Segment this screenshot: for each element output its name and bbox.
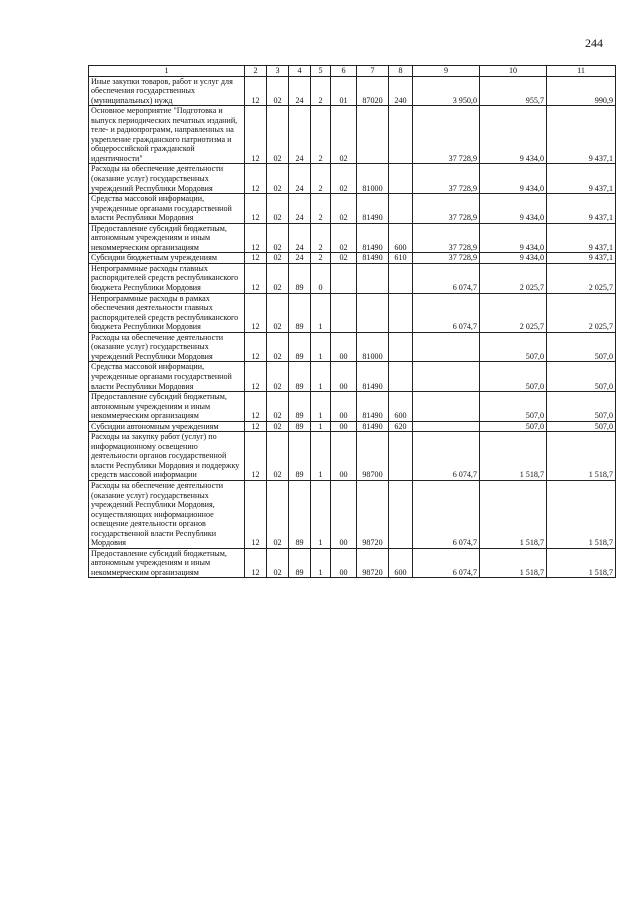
cell-col-2: 12 xyxy=(245,164,267,194)
row-name: Средства массовой информации, учрежденные органами государственной власти Республики Мордовия xyxy=(89,194,245,224)
cell-col-6: 00 xyxy=(331,392,357,422)
cell-col-6: 00 xyxy=(331,332,357,362)
cell-col-4: 89 xyxy=(289,293,311,332)
cell-col-5: 1 xyxy=(311,548,331,578)
cell-col-10: 507,0 xyxy=(480,392,547,422)
row-name: Расходы на обеспечение деятельности (оказание услуг) государственных учреждений Республики Мордовия, осуществляющих информационное освещение деятельности органов государственной власти Республики Мордовия xyxy=(89,480,245,548)
cell-col-10: 9 434,0 xyxy=(480,253,547,264)
page-number: 244 xyxy=(585,36,603,50)
cell-col-4: 24 xyxy=(289,164,311,194)
cell-col-3: 02 xyxy=(267,164,289,194)
cell-col-11: 2 025,7 xyxy=(547,263,616,293)
cell-col-5: 1 xyxy=(311,432,331,481)
cell-col-8: 600 xyxy=(389,548,413,578)
cell-col-4: 89 xyxy=(289,332,311,362)
column-header: 5 xyxy=(311,66,331,77)
cell-col-2: 12 xyxy=(245,332,267,362)
cell-col-8: 240 xyxy=(389,76,413,106)
row-name: Предоставление субсидий бюджетным, автономным учреждениям и иным некоммерческим организациям xyxy=(89,223,245,253)
cell-col-8 xyxy=(389,362,413,392)
cell-col-6: 02 xyxy=(331,164,357,194)
column-header: 4 xyxy=(289,66,311,77)
cell-col-4: 89 xyxy=(289,480,311,548)
cell-col-3: 02 xyxy=(267,362,289,392)
cell-col-5: 1 xyxy=(311,392,331,422)
cell-col-9: 37 728,9 xyxy=(413,194,480,224)
cell-col-8 xyxy=(389,194,413,224)
cell-col-3: 02 xyxy=(267,480,289,548)
column-header: 3 xyxy=(267,66,289,77)
table-row xyxy=(89,362,616,392)
cell-col-4: 89 xyxy=(289,548,311,578)
cell-col-2: 12 xyxy=(245,362,267,392)
cell-col-9 xyxy=(413,332,480,362)
cell-col-11: 507,0 xyxy=(547,421,616,432)
cell-col-8: 600 xyxy=(389,223,413,253)
table-row xyxy=(89,263,616,293)
row-name: Иные закупки товаров, работ и услуг для обеспечения государственных (муниципальных) нужд xyxy=(89,76,245,106)
cell-col-6: 00 xyxy=(331,480,357,548)
cell-col-7: 81490 xyxy=(357,253,389,264)
column-header: 9 xyxy=(413,66,480,77)
cell-col-11: 1 518,7 xyxy=(547,432,616,481)
table-row xyxy=(89,293,616,332)
cell-col-10: 9 434,0 xyxy=(480,164,547,194)
table-row xyxy=(89,223,616,253)
cell-col-3: 02 xyxy=(267,253,289,264)
cell-col-8 xyxy=(389,106,413,164)
table-row xyxy=(89,548,616,578)
cell-col-11: 9 437,1 xyxy=(547,223,616,253)
cell-col-6: 02 xyxy=(331,106,357,164)
cell-col-8 xyxy=(389,293,413,332)
cell-col-7: 81490 xyxy=(357,223,389,253)
table-row xyxy=(89,253,616,264)
cell-col-9: 6 074,7 xyxy=(413,263,480,293)
cell-col-5: 1 xyxy=(311,332,331,362)
cell-col-7: 81490 xyxy=(357,421,389,432)
cell-col-2: 12 xyxy=(245,76,267,106)
cell-col-8 xyxy=(389,263,413,293)
column-header: 1 xyxy=(89,66,245,77)
cell-col-3: 02 xyxy=(267,392,289,422)
cell-col-6 xyxy=(331,293,357,332)
cell-col-10: 507,0 xyxy=(480,362,547,392)
row-name: Предоставление субсидий бюджетным, автономным учреждениям и иным некоммерческим организациям xyxy=(89,392,245,422)
cell-col-8: 610 xyxy=(389,253,413,264)
column-header: 11 xyxy=(547,66,616,77)
row-name: Средства массовой информации, учрежденные органами государственной власти Республики Мордовия xyxy=(89,362,245,392)
column-header: 8 xyxy=(389,66,413,77)
cell-col-5: 2 xyxy=(311,194,331,224)
cell-col-11: 9 437,1 xyxy=(547,253,616,264)
row-name: Субсидии автономным учреждениям xyxy=(89,421,245,432)
cell-col-3: 02 xyxy=(267,548,289,578)
cell-col-6: 00 xyxy=(331,362,357,392)
row-name: Непрограммные расходы главных распорядителей средств республиканского бюджета Республики Мордовия xyxy=(89,263,245,293)
cell-col-6 xyxy=(331,263,357,293)
row-name: Расходы на обеспечение деятельности (оказание услуг) государственных учреждений Республики Мордовия xyxy=(89,332,245,362)
cell-col-5: 1 xyxy=(311,362,331,392)
cell-col-11: 2 025,7 xyxy=(547,293,616,332)
table-row xyxy=(89,421,616,432)
cell-col-8 xyxy=(389,332,413,362)
cell-col-5: 2 xyxy=(311,253,331,264)
cell-col-2: 12 xyxy=(245,392,267,422)
cell-col-6: 02 xyxy=(331,223,357,253)
table-row xyxy=(89,432,616,481)
table-row xyxy=(89,194,616,224)
cell-col-5: 2 xyxy=(311,76,331,106)
cell-col-7 xyxy=(357,106,389,164)
cell-col-3: 02 xyxy=(267,76,289,106)
cell-col-9: 6 074,7 xyxy=(413,548,480,578)
table-row xyxy=(89,164,616,194)
cell-col-8: 620 xyxy=(389,421,413,432)
cell-col-5: 2 xyxy=(311,164,331,194)
cell-col-7: 81000 xyxy=(357,332,389,362)
cell-col-8 xyxy=(389,480,413,548)
table-row xyxy=(89,76,616,106)
cell-col-7: 81490 xyxy=(357,362,389,392)
cell-col-6: 00 xyxy=(331,421,357,432)
cell-col-3: 02 xyxy=(267,293,289,332)
cell-col-2: 12 xyxy=(245,106,267,164)
cell-col-9 xyxy=(413,362,480,392)
table-row xyxy=(89,106,616,164)
cell-col-11: 507,0 xyxy=(547,392,616,422)
cell-col-2: 12 xyxy=(245,223,267,253)
cell-col-9: 6 074,7 xyxy=(413,293,480,332)
budget-table xyxy=(88,65,616,578)
cell-col-7: 81490 xyxy=(357,392,389,422)
cell-col-4: 89 xyxy=(289,362,311,392)
cell-col-10: 507,0 xyxy=(480,421,547,432)
cell-col-8 xyxy=(389,164,413,194)
cell-col-9 xyxy=(413,421,480,432)
cell-col-9 xyxy=(413,392,480,422)
cell-col-6: 00 xyxy=(331,548,357,578)
table-row xyxy=(89,332,616,362)
cell-col-6: 02 xyxy=(331,194,357,224)
row-name: Непрограммные расходы в рамках обеспечения деятельности главных распорядителей средств республиканского бюджета Республики Мордовия xyxy=(89,293,245,332)
column-header: 10 xyxy=(480,66,547,77)
row-name: Расходы на обеспечение деятельности (оказание услуг) государственных учреждений Республики Мордовия xyxy=(89,164,245,194)
cell-col-10: 507,0 xyxy=(480,332,547,362)
cell-col-9: 37 728,9 xyxy=(413,164,480,194)
cell-col-9: 3 950,0 xyxy=(413,76,480,106)
header-row xyxy=(89,66,616,77)
cell-col-3: 02 xyxy=(267,332,289,362)
cell-col-10: 9 434,0 xyxy=(480,194,547,224)
cell-col-7 xyxy=(357,263,389,293)
cell-col-4: 89 xyxy=(289,263,311,293)
cell-col-3: 02 xyxy=(267,432,289,481)
column-header: 6 xyxy=(331,66,357,77)
cell-col-7 xyxy=(357,293,389,332)
cell-col-2: 12 xyxy=(245,548,267,578)
row-name: Предоставление субсидий бюджетным, автономным учреждениям и иным некоммерческим организациям xyxy=(89,548,245,578)
cell-col-4: 89 xyxy=(289,392,311,422)
cell-col-10: 9 434,0 xyxy=(480,223,547,253)
cell-col-3: 02 xyxy=(267,421,289,432)
cell-col-9: 37 728,9 xyxy=(413,223,480,253)
cell-col-9: 37 728,9 xyxy=(413,253,480,264)
cell-col-4: 24 xyxy=(289,223,311,253)
cell-col-10: 9 434,0 xyxy=(480,106,547,164)
cell-col-11: 990,9 xyxy=(547,76,616,106)
cell-col-7: 81000 xyxy=(357,164,389,194)
cell-col-3: 02 xyxy=(267,106,289,164)
cell-col-11: 9 437,1 xyxy=(547,106,616,164)
table-row xyxy=(89,480,616,548)
cell-col-4: 24 xyxy=(289,106,311,164)
table-row xyxy=(89,392,616,422)
cell-col-7: 87020 xyxy=(357,76,389,106)
column-header: 7 xyxy=(357,66,389,77)
cell-col-11: 9 437,1 xyxy=(547,194,616,224)
cell-col-5: 1 xyxy=(311,293,331,332)
cell-col-7: 98720 xyxy=(357,548,389,578)
cell-col-6: 02 xyxy=(331,253,357,264)
cell-col-11: 9 437,1 xyxy=(547,164,616,194)
cell-col-11: 1 518,7 xyxy=(547,548,616,578)
cell-col-10: 2 025,7 xyxy=(480,263,547,293)
table-body xyxy=(89,76,616,578)
cell-col-11: 1 518,7 xyxy=(547,480,616,548)
cell-col-9: 6 074,7 xyxy=(413,432,480,481)
cell-col-2: 12 xyxy=(245,253,267,264)
cell-col-8 xyxy=(389,432,413,481)
cell-col-2: 12 xyxy=(245,480,267,548)
cell-col-2: 12 xyxy=(245,194,267,224)
cell-col-4: 89 xyxy=(289,421,311,432)
cell-col-5: 1 xyxy=(311,480,331,548)
row-name: Основное мероприятие "Подготовка и выпуск периодических печатных изданий, теле- и радиопрограмм, направленных на укрепление гражданского патриотизма и общероссийской гражданской идентичности" xyxy=(89,106,245,164)
cell-col-3: 02 xyxy=(267,223,289,253)
row-name: Субсидии бюджетным учреждениям xyxy=(89,253,245,264)
row-name: Расходы на закупку работ (услуг) по информационному освещению деятельности органов государственной власти Республики Мордовия и поддержку средств массовой информации xyxy=(89,432,245,481)
cell-col-11: 507,0 xyxy=(547,362,616,392)
cell-col-4: 24 xyxy=(289,194,311,224)
cell-col-10: 1 518,7 xyxy=(480,548,547,578)
cell-col-2: 12 xyxy=(245,432,267,481)
cell-col-4: 89 xyxy=(289,432,311,481)
cell-col-5: 2 xyxy=(311,106,331,164)
cell-col-2: 12 xyxy=(245,421,267,432)
cell-col-2: 12 xyxy=(245,293,267,332)
cell-col-5: 0 xyxy=(311,263,331,293)
cell-col-3: 02 xyxy=(267,194,289,224)
cell-col-9: 37 728,9 xyxy=(413,106,480,164)
column-header: 2 xyxy=(245,66,267,77)
cell-col-5: 2 xyxy=(311,223,331,253)
cell-col-6: 01 xyxy=(331,76,357,106)
cell-col-10: 955,7 xyxy=(480,76,547,106)
cell-col-8: 600 xyxy=(389,392,413,422)
cell-col-3: 02 xyxy=(267,263,289,293)
cell-col-7: 98720 xyxy=(357,480,389,548)
cell-col-5: 1 xyxy=(311,421,331,432)
cell-col-4: 24 xyxy=(289,76,311,106)
cell-col-10: 2 025,7 xyxy=(480,293,547,332)
cell-col-7: 98700 xyxy=(357,432,389,481)
cell-col-11: 507,0 xyxy=(547,332,616,362)
cell-col-2: 12 xyxy=(245,263,267,293)
cell-col-10: 1 518,7 xyxy=(480,480,547,548)
cell-col-6: 00 xyxy=(331,432,357,481)
cell-col-9: 6 074,7 xyxy=(413,480,480,548)
cell-col-7: 81490 xyxy=(357,194,389,224)
cell-col-4: 24 xyxy=(289,253,311,264)
cell-col-10: 1 518,7 xyxy=(480,432,547,481)
